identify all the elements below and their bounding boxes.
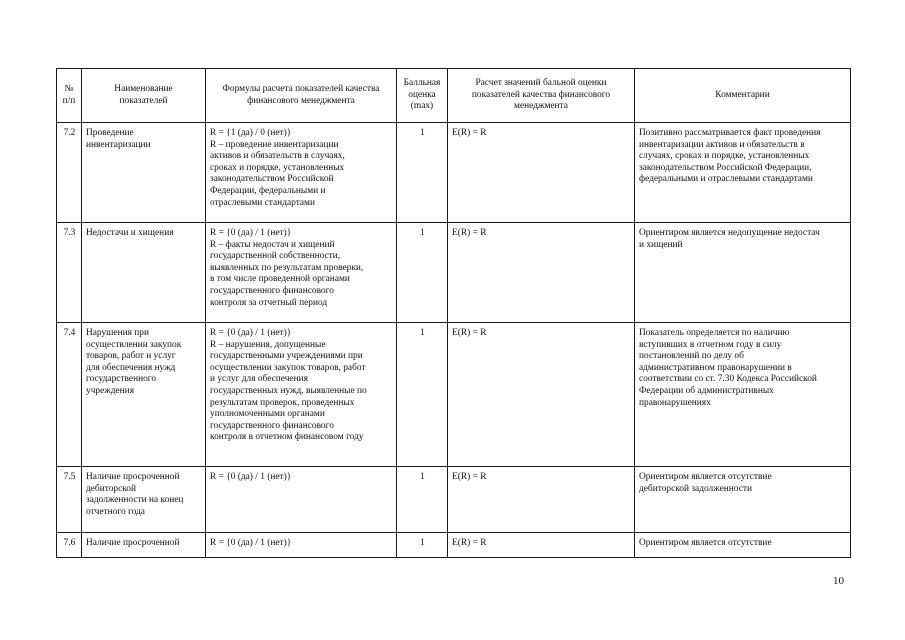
row-formula bbox=[206, 533, 397, 558]
text-line: федеральными и отраслевыми стандартами bbox=[639, 174, 813, 185]
text-line: R – нарушения, допущенные bbox=[210, 339, 326, 350]
text-line: результатам проверок, проведенных bbox=[210, 397, 355, 408]
text-line: дебиторской bbox=[86, 483, 137, 494]
text-line: Комментарии bbox=[715, 89, 770, 100]
row-formula bbox=[206, 223, 397, 323]
text-line: Недостачи и хищения bbox=[86, 228, 174, 238]
text-line: учреждения bbox=[86, 385, 135, 396]
header-name-text bbox=[85, 84, 202, 107]
text-line: финансового менеджмента bbox=[247, 95, 355, 106]
row-calc: E(R) = R bbox=[448, 323, 635, 467]
text-line: административном правонарушении в bbox=[639, 362, 792, 373]
header-comment-text bbox=[638, 90, 847, 102]
row-num: 7.6 bbox=[57, 533, 82, 558]
text-line: уполномоченными органами bbox=[210, 409, 325, 420]
row-calc: E(R) = R bbox=[448, 533, 635, 558]
text-line: инвентаризации bbox=[86, 139, 151, 150]
row-comment bbox=[635, 223, 851, 323]
row-calc: E(R) = R bbox=[448, 123, 635, 223]
text-line: и услуг для обеспечения bbox=[210, 374, 308, 385]
text-line: активов и обязательств в случаях, bbox=[210, 151, 345, 162]
text-line: (max) bbox=[410, 101, 434, 112]
text-line: в том числе проведенной органами bbox=[210, 274, 350, 285]
text-line: задолженности на конец bbox=[86, 495, 184, 506]
text-line: Нарушения при bbox=[86, 328, 149, 338]
text-line: Федерации, федеральными и bbox=[210, 185, 326, 196]
text-line: государственных нужд, выявленные по bbox=[210, 385, 367, 396]
header-comment bbox=[635, 69, 851, 123]
indicators-table bbox=[56, 68, 851, 558]
text-line: показателей качества финансового bbox=[471, 89, 611, 100]
table-row bbox=[57, 467, 851, 533]
table-row bbox=[57, 323, 851, 467]
text-line: R = {0 (да) / 1 (нет)} bbox=[210, 228, 292, 238]
table-row bbox=[57, 123, 851, 223]
text-line: Позитивно рассматривается факт проведения bbox=[639, 128, 821, 138]
row-comment bbox=[635, 323, 851, 467]
text-line: случаях, сроках и порядке, установленных bbox=[639, 151, 810, 162]
row-name bbox=[82, 533, 206, 558]
text-line: Ориентиром является недопущение недостач bbox=[639, 228, 820, 238]
text-line: Формулы расчета показателей качества bbox=[222, 83, 380, 94]
text-line: Проведение bbox=[86, 128, 134, 138]
row-comment bbox=[635, 533, 851, 558]
text-line: Наименование bbox=[114, 83, 173, 94]
text-line: законодательством Российской bbox=[210, 174, 334, 185]
header-score-text bbox=[400, 78, 444, 113]
text-line: менеджмента bbox=[514, 101, 568, 112]
row-score: 1 bbox=[397, 323, 448, 467]
text-line: выявленных по результатам проверки, bbox=[210, 262, 364, 273]
header-num-text bbox=[60, 84, 78, 107]
text-line: Ориентиром является отсутствие bbox=[639, 538, 772, 548]
text-line: R = {0 (да) / 1 (нет)} bbox=[210, 538, 292, 548]
row-name bbox=[82, 467, 206, 533]
header-score bbox=[397, 69, 448, 123]
table-row bbox=[57, 223, 851, 323]
header-formula-text bbox=[209, 84, 393, 107]
header-name bbox=[82, 69, 206, 123]
text-line: отраслевыми стандартами bbox=[210, 197, 316, 208]
text-line: R – проведение инвентаризации bbox=[210, 139, 339, 150]
text-line: осуществлении закупок bbox=[86, 339, 182, 350]
row-num: 7.3 bbox=[57, 223, 82, 323]
text-line: Наличие просроченной bbox=[86, 538, 180, 548]
row-num: 7.4 bbox=[57, 323, 82, 467]
text-line: товаров, работ и услуг bbox=[86, 351, 176, 362]
text-line: сроках и порядке, установленных bbox=[210, 162, 345, 173]
text-line: государственными учреждениями при bbox=[210, 351, 363, 362]
text-line: государственного финансового bbox=[210, 420, 334, 431]
text-line: контроля в отчетном финансовом году bbox=[210, 432, 364, 443]
text-line: отчетного года bbox=[86, 506, 145, 517]
header-row bbox=[57, 69, 851, 123]
text-line: R = {0 (да) / 1 (нет)} bbox=[210, 472, 292, 482]
text-line: R = {0 (да) / 1 (нет)} bbox=[210, 328, 292, 338]
text-line: Ориентиром является отсутствие bbox=[639, 472, 772, 482]
header-calc bbox=[448, 69, 635, 123]
text-line: контроля за отчетный период bbox=[210, 297, 328, 308]
text-line: осуществлении закупок товаров, работ bbox=[210, 362, 366, 373]
text-line: постановлений по делу об bbox=[639, 351, 744, 362]
row-calc: E(R) = R bbox=[448, 223, 635, 323]
text-line: государственного bbox=[86, 374, 157, 385]
text-line: оценка bbox=[408, 89, 436, 100]
row-name bbox=[82, 323, 206, 467]
page-number: 10 bbox=[833, 575, 844, 587]
text-line: правонарушениях bbox=[639, 397, 711, 408]
row-num: 7.2 bbox=[57, 123, 82, 223]
text-line: соответствии со ст. 7.30 Кодекса Российской bbox=[639, 374, 817, 385]
text-line: для обеспечения нужд bbox=[86, 362, 176, 373]
row-calc: E(R) = R bbox=[448, 467, 635, 533]
text-line: R = {1 (да) / 0 (нет)} bbox=[210, 128, 292, 138]
row-name bbox=[82, 223, 206, 323]
row-comment bbox=[635, 123, 851, 223]
text-line: дебиторской задолженности bbox=[639, 483, 752, 494]
text-line: Федерации об административных bbox=[639, 385, 774, 396]
text-line: Показатель определяется по наличию bbox=[639, 328, 790, 338]
text-line: R – факты недостач и хищений bbox=[210, 239, 335, 250]
text-line: показателей bbox=[119, 95, 168, 106]
text-line: инвентаризации активов и обязательств в bbox=[639, 139, 805, 150]
row-formula bbox=[206, 123, 397, 223]
row-score: 1 bbox=[397, 223, 448, 323]
row-formula bbox=[206, 323, 397, 467]
header-calc-text bbox=[451, 78, 631, 113]
row-score: 1 bbox=[397, 123, 448, 223]
row-score: 1 bbox=[397, 467, 448, 533]
text-line: вступивших в отчетном году в силу bbox=[639, 339, 782, 350]
text-line: Расчет значений бальной оценки bbox=[475, 78, 607, 89]
row-score: 1 bbox=[397, 533, 448, 558]
text-line: законодательством Российской Федерации, bbox=[639, 162, 812, 173]
text-line: государственной собственности, bbox=[210, 251, 341, 262]
text-line: № bbox=[64, 83, 74, 94]
row-comment bbox=[635, 467, 851, 533]
row-num: 7.5 bbox=[57, 467, 82, 533]
text-line: п/п bbox=[62, 95, 76, 106]
text-line: государственного финансового bbox=[210, 285, 334, 296]
table-row bbox=[57, 533, 851, 558]
row-formula bbox=[206, 467, 397, 533]
header-num bbox=[57, 69, 82, 123]
header-formula bbox=[206, 69, 397, 123]
text-line: Балльная bbox=[403, 78, 441, 89]
row-name bbox=[82, 123, 206, 223]
text-line: Наличие просроченной bbox=[86, 472, 180, 482]
text-line: и хищений bbox=[639, 239, 683, 250]
